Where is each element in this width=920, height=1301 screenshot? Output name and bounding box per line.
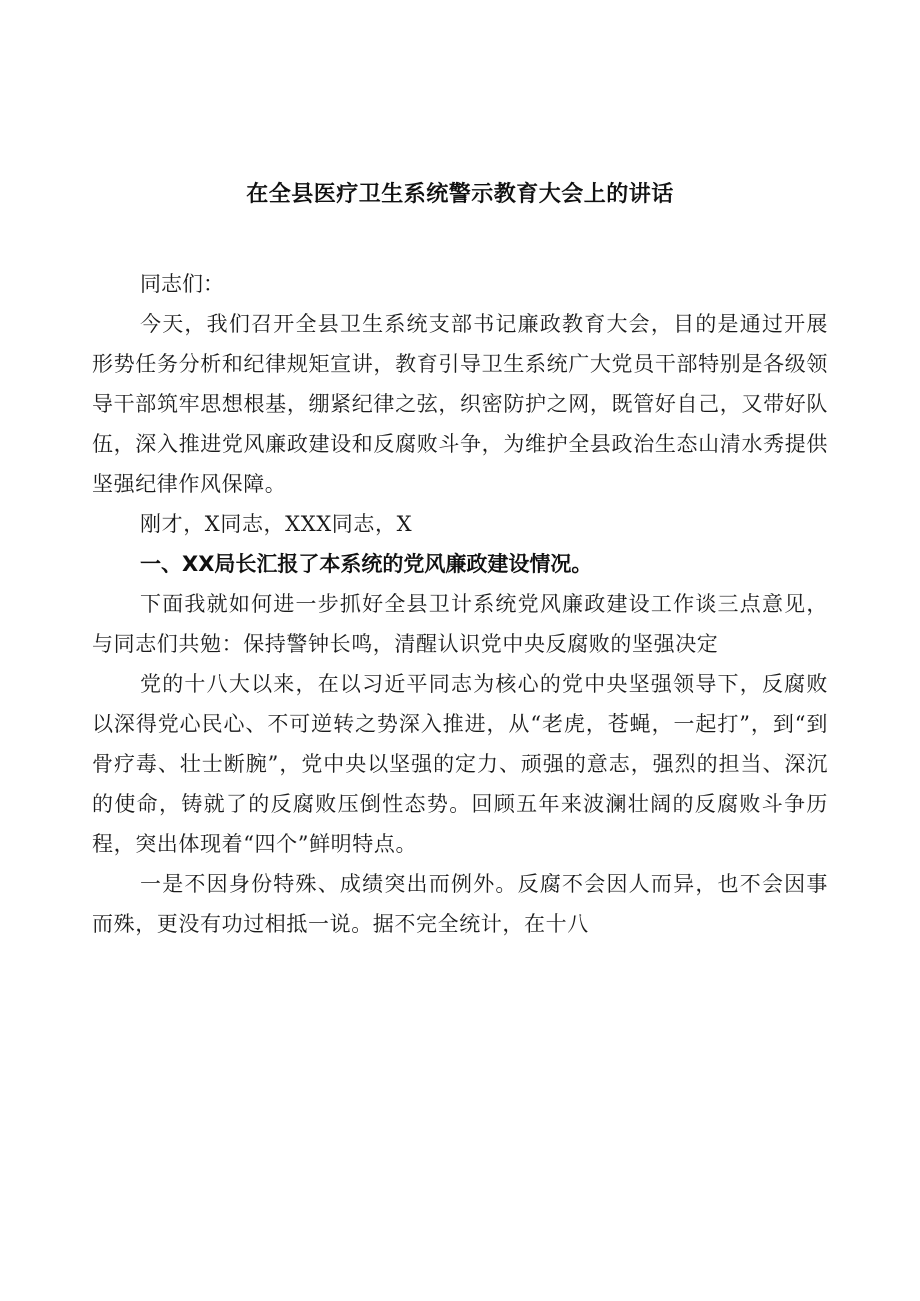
paragraph-no-exception: 一是不因身份特殊、成绩突出而例外。反腐不会因人而异，也不会因事而殊，更没有功过相抵一说。据不完全统计，在十八 xyxy=(92,872,828,936)
paragraph-speakers: 刚才，X同志，XXX同志，X xyxy=(140,512,413,536)
paragraph-three-points: 下面我就如何进一步抓好全县卫计系统党风廉政建设工作谈三点意见，与同志们共勉：保持警钟长鸣，清醒认识党中央反腐败的坚强决定 xyxy=(92,592,828,656)
document-body xyxy=(92,178,828,944)
paragraph-anti-corruption: 党的十八大以来，在以习近平同志为核心的党中央坚强领导下，反腐败以深得党心民心、不可逆转之势深入推进，从“老虎，苍蝇，一起打”，到“到骨疗毒、壮士断腕”，党中央以坚强的定力、顽强的意志，强烈的担当、深沉的使命，铸就了的反腐败压倒性态势。回顾五年来波澜壮阔的反腐败斗争历程，突出体现着“四个”鲜明特点。 xyxy=(92,672,828,856)
document-title: 在全县医疗卫生系统警示教育大会上的讲话 xyxy=(246,182,674,207)
greeting: 同志们： xyxy=(140,272,224,296)
section-heading-1: 一、XX局长汇报了本系统的党风廉政建设情况。 xyxy=(140,552,593,576)
paragraph-opening: 今天，我们召开全县卫生系统支部书记廉政教育大会，目的是通过开展形势任务分析和纪律规矩宣讲，教育引导卫生系统广大党员干部特别是各级领导干部筑牢思想根基，绷紧纪律之弦，织密防护之网，既管好自己，又带好队伍，深入推进党风廉政建设和反腐败斗争，为维护全县政治生态山清水秀提供坚强纪律作风保障。 xyxy=(92,312,828,496)
